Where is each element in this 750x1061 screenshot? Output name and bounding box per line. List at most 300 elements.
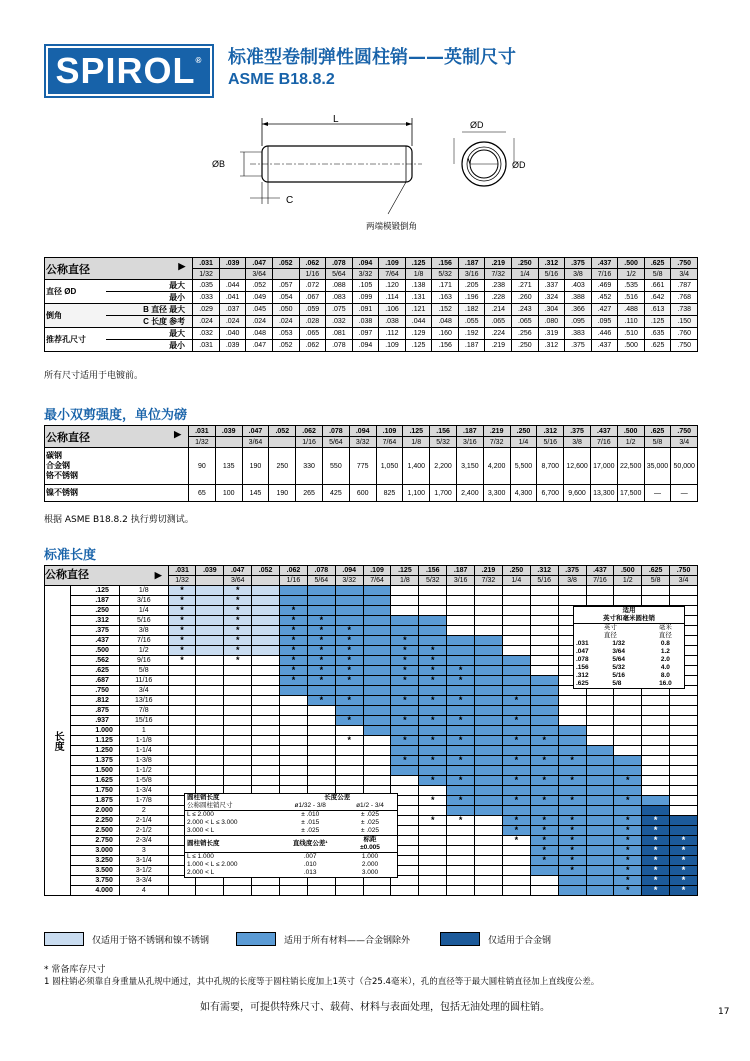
- value-cell: .446: [591, 328, 618, 340]
- availability-cell: [447, 836, 475, 846]
- availability-cell: [168, 746, 196, 756]
- col-fraction: 5/64: [307, 576, 335, 586]
- value-cell: .214: [485, 304, 512, 316]
- col-fraction: 1/32: [168, 576, 196, 586]
- value-cell: .324: [538, 292, 565, 304]
- table-row: [45, 304, 698, 316]
- availability-cell: *: [335, 656, 363, 666]
- strength-cell: 775: [349, 448, 376, 485]
- availability-cell: *: [502, 826, 530, 836]
- availability-cell: [391, 766, 419, 776]
- availability-cell: [447, 856, 475, 866]
- length-row: [45, 766, 698, 776]
- availability-cell: *: [335, 626, 363, 636]
- availability-cell: *: [558, 846, 586, 856]
- availability-cell: [530, 866, 558, 876]
- tolerance-row: [185, 836, 397, 853]
- tolerance-cell: 1.000 < L ≤ 2.000: [187, 861, 238, 868]
- availability-cell: [391, 686, 419, 696]
- availability-cell: *: [558, 756, 586, 766]
- value-cell: .050: [272, 304, 299, 316]
- value-cell: .661: [644, 280, 671, 292]
- table-row: [45, 448, 698, 485]
- value-cell: .095: [591, 316, 618, 328]
- availability-cell: [614, 746, 642, 756]
- availability-cell: [335, 726, 363, 736]
- tolerance-cell: ø1/32 - 3/8: [277, 802, 343, 811]
- length-fraction: 1-1/2: [119, 766, 168, 776]
- mm-box-row: [574, 664, 684, 672]
- availability-cell: [196, 726, 224, 736]
- availability-cell: [391, 616, 419, 626]
- mm-box-cell: .078: [576, 656, 589, 663]
- strength-cell: 4,300: [510, 485, 537, 502]
- strength-cell: 600: [349, 485, 376, 502]
- availability-cell: [475, 796, 503, 806]
- value-cell: .037: [219, 304, 246, 316]
- availability-cell: *: [447, 696, 475, 706]
- availability-cell: [224, 676, 252, 686]
- col-fraction: 1/8: [405, 269, 432, 280]
- value-cell: .031: [193, 340, 220, 352]
- availability-cell: [307, 766, 335, 776]
- strength-cell: 90: [189, 448, 216, 485]
- availability-cell: [642, 726, 670, 736]
- availability-cell: [196, 776, 224, 786]
- legend-swatch-light: [44, 932, 84, 946]
- availability-cell: *: [614, 836, 642, 846]
- availability-cell: *: [224, 616, 252, 626]
- value-cell: .160: [432, 328, 459, 340]
- availability-cell: [502, 616, 530, 626]
- col-fraction: 5/32: [419, 576, 447, 586]
- strength-cell: 330: [296, 448, 323, 485]
- availability-cell: [419, 686, 447, 696]
- value-cell: .120: [379, 280, 406, 292]
- value-cell: .760: [671, 328, 698, 340]
- value-cell: .488: [618, 304, 645, 316]
- value-cell: .192: [458, 328, 485, 340]
- availability-cell: [252, 616, 280, 626]
- strength-cell: 1,700: [430, 485, 457, 502]
- value-cell: .091: [352, 304, 379, 316]
- length-inch: .125: [71, 586, 120, 596]
- availability-cell: [502, 596, 530, 606]
- value-cell: .131: [405, 292, 432, 304]
- availability-cell: [670, 766, 698, 776]
- dimension-note: 所有尺寸适用于电镀前。: [44, 371, 144, 381]
- value-cell: .625: [644, 340, 671, 352]
- value-cell: .228: [485, 292, 512, 304]
- tolerance-cell: .010: [303, 861, 317, 868]
- row-kind-label: 参考: [168, 316, 193, 328]
- strength-cell: 2,400: [456, 485, 483, 502]
- length-row: [45, 696, 698, 706]
- value-cell: .097: [352, 328, 379, 340]
- availability-cell: [196, 766, 224, 776]
- availability-cell: *: [307, 676, 335, 686]
- strength-cell: 22,500: [617, 448, 644, 485]
- availability-cell: [252, 696, 280, 706]
- value-cell: .383: [565, 328, 592, 340]
- value-cell: .427: [591, 304, 618, 316]
- value-cell: .045: [246, 304, 273, 316]
- availability-cell: [558, 736, 586, 746]
- length-inch: .187: [71, 596, 120, 606]
- availability-cell: *: [447, 816, 475, 826]
- col-fraction: 1/2: [614, 576, 642, 586]
- length-fraction: 1/8: [119, 586, 168, 596]
- strength-cell: 3,150: [456, 448, 483, 485]
- value-cell: .095: [565, 316, 592, 328]
- col-decimal: .031: [189, 426, 216, 437]
- nominal-diameter-header: [45, 566, 169, 586]
- value-cell: .375: [565, 340, 592, 352]
- availability-cell: [363, 606, 391, 616]
- row-kind-label: 最大: [168, 280, 193, 292]
- col-decimal: .052: [252, 566, 280, 576]
- strength-cell: 425: [322, 485, 349, 502]
- availability-cell: [168, 756, 196, 766]
- col-fraction: 7/16: [586, 576, 614, 586]
- availability-cell: *: [614, 866, 642, 876]
- col-fraction: 5/64: [322, 437, 349, 448]
- length-inch: .437: [71, 636, 120, 646]
- availability-cell: [558, 716, 586, 726]
- availability-cell: [670, 826, 698, 836]
- mm-box-h2: 毫米 直径: [658, 624, 672, 639]
- availability-cell: [642, 756, 670, 766]
- col-decimal: .156: [430, 426, 457, 437]
- availability-cell: [558, 726, 586, 736]
- col-decimal: .031: [193, 258, 220, 269]
- availability-cell: [280, 736, 308, 746]
- col-fraction: 1/16: [296, 437, 323, 448]
- availability-cell: [502, 866, 530, 876]
- col-decimal: .094: [335, 566, 363, 576]
- col-decimal: .219: [475, 566, 503, 576]
- availability-cell: *: [502, 756, 530, 766]
- strength-cell: 35,000: [644, 448, 671, 485]
- col-decimal: .156: [432, 258, 459, 269]
- availability-cell: [419, 766, 447, 776]
- availability-cell: [475, 646, 503, 656]
- availability-cell: [475, 786, 503, 796]
- col-fraction: 1/2: [617, 437, 644, 448]
- value-cell: .312: [538, 340, 565, 352]
- col-decimal: .500: [614, 566, 642, 576]
- availability-cell: *: [168, 656, 196, 666]
- availability-cell: *: [280, 666, 308, 676]
- availability-cell: [586, 596, 614, 606]
- availability-cell: [502, 746, 530, 756]
- availability-cell: *: [335, 716, 363, 726]
- availability-cell: [475, 676, 503, 686]
- value-cell: .032: [326, 316, 353, 328]
- availability-cell: [670, 756, 698, 766]
- value-cell: .029: [193, 304, 220, 316]
- value-cell: .048: [432, 316, 459, 328]
- length-row: [45, 706, 698, 716]
- col-fraction: [196, 576, 224, 586]
- availability-cell: [670, 706, 698, 716]
- availability-cell: [614, 696, 642, 706]
- value-cell: .106: [379, 304, 406, 316]
- availability-cell: *: [419, 756, 447, 766]
- availability-cell: [252, 706, 280, 716]
- availability-cell: *: [419, 666, 447, 676]
- value-cell: .388: [565, 292, 592, 304]
- tolerance-box: [184, 793, 398, 878]
- availability-cell: *: [447, 756, 475, 766]
- availability-cell: *: [502, 816, 530, 826]
- availability-cell: *: [670, 876, 698, 886]
- tolerance-cell: .013: [303, 869, 317, 876]
- value-cell: .125: [644, 316, 671, 328]
- page-number: 17: [718, 1007, 730, 1017]
- availability-cell: [196, 626, 224, 636]
- availability-cell: [419, 826, 447, 836]
- tolerance-row: [185, 869, 397, 877]
- availability-cell: [252, 636, 280, 646]
- availability-cell: [502, 856, 530, 866]
- availability-cell: *: [391, 716, 419, 726]
- tolerance-cell: 长度公差: [324, 794, 351, 801]
- strength-cell: —: [671, 485, 698, 502]
- availability-cell: *: [642, 866, 670, 876]
- availability-cell: *: [447, 716, 475, 726]
- availability-cell: [280, 686, 308, 696]
- availability-cell: [642, 786, 670, 796]
- availability-cell: [363, 726, 391, 736]
- mm-box-cell: 2.0: [660, 656, 670, 663]
- length-inch: .250: [71, 606, 120, 616]
- strength-cell: 5,500: [510, 448, 537, 485]
- availability-cell: *: [280, 656, 308, 666]
- mm-box-cell: .031: [576, 640, 589, 647]
- availability-cell: [196, 716, 224, 726]
- availability-cell: [363, 626, 391, 636]
- availability-cell: [391, 746, 419, 756]
- availability-cell: *: [642, 836, 670, 846]
- value-cell: .062: [299, 340, 326, 352]
- strength-cell: 17,000: [590, 448, 617, 485]
- availability-cell: *: [335, 736, 363, 746]
- availability-cell: [363, 656, 391, 666]
- col-fraction: [269, 437, 296, 448]
- availability-cell: [280, 586, 308, 596]
- availability-cell: [335, 746, 363, 756]
- availability-cell: [447, 866, 475, 876]
- availability-cell: [530, 686, 558, 696]
- availability-cell: [335, 596, 363, 606]
- availability-cell: *: [391, 736, 419, 746]
- availability-cell: [670, 726, 698, 736]
- availability-cell: [502, 636, 530, 646]
- tolerance-cell: 2.000 < L: [187, 869, 215, 876]
- availability-cell: [586, 846, 614, 856]
- mm-box-row: [574, 672, 684, 680]
- col-fraction: 1/32: [193, 269, 220, 280]
- availability-cell: [335, 886, 363, 896]
- value-cell: .065: [512, 316, 539, 328]
- col-decimal: .031: [168, 566, 196, 576]
- col-fraction: 7/32: [483, 437, 510, 448]
- availability-cell: *: [502, 796, 530, 806]
- availability-cell: [475, 716, 503, 726]
- availability-cell: [447, 636, 475, 646]
- availability-cell: [363, 676, 391, 686]
- length-header-row: [45, 566, 698, 576]
- value-cell: .182: [458, 304, 485, 316]
- label-L: L: [333, 114, 339, 125]
- col-fraction: 5/16: [537, 437, 564, 448]
- nominal-diameter-header: [45, 258, 193, 280]
- value-cell: .053: [272, 328, 299, 340]
- availability-cell: [252, 756, 280, 766]
- availability-cell: *: [670, 836, 698, 846]
- value-cell: .080: [538, 316, 565, 328]
- col-fraction: 3/32: [352, 269, 379, 280]
- availability-cell: [168, 766, 196, 776]
- footnote-one: 1 圆柱销必须靠自身重量从孔规中通过，其中孔规的长度等于圆柱销长度加上1英寸（合25.4毫米），孔的直径等于最大圆柱销直径加上直线度公差。: [44, 977, 600, 987]
- length-row: [45, 776, 698, 786]
- availability-cell: [530, 716, 558, 726]
- availability-cell: [391, 726, 419, 736]
- length-inch: 1.750: [71, 786, 120, 796]
- availability-cell: [391, 596, 419, 606]
- availability-cell: [196, 636, 224, 646]
- value-cell: .152: [432, 304, 459, 316]
- tolerance-cell: L ≤ 1.000: [187, 853, 214, 860]
- closing-note: 如有需要，可提供特殊尺寸、载荷、材料与表面处理，包括无油处理的圆柱销。: [200, 1002, 550, 1013]
- availability-cell: [419, 886, 447, 896]
- length-fraction: 1/2: [119, 646, 168, 656]
- availability-cell: [502, 876, 530, 886]
- availability-cell: *: [224, 636, 252, 646]
- availability-cell: [447, 586, 475, 596]
- availability-cell: [475, 866, 503, 876]
- length-fraction: 7/8: [119, 706, 168, 716]
- availability-cell: [391, 586, 419, 596]
- availability-cell: [670, 736, 698, 746]
- availability-cell: [558, 696, 586, 706]
- value-cell: .041: [219, 292, 246, 304]
- length-fraction: 3/4: [119, 686, 168, 696]
- availability-cell: [475, 876, 503, 886]
- mm-box-cell: 3/64: [612, 648, 626, 655]
- availability-cell: [419, 846, 447, 856]
- length-row: [45, 746, 698, 756]
- availability-cell: [168, 676, 196, 686]
- availability-cell: [335, 706, 363, 716]
- col-decimal: .500: [618, 258, 645, 269]
- length-row: [45, 736, 698, 746]
- length-inch: 2.750: [71, 836, 120, 846]
- availability-cell: [502, 666, 530, 676]
- availability-cell: [280, 596, 308, 606]
- value-cell: .250: [512, 340, 539, 352]
- col-fraction: 1/4: [510, 437, 537, 448]
- length-fraction: 2-1/4: [119, 816, 168, 826]
- availability-cell: [558, 596, 586, 606]
- row-kind-label: 最大: [168, 304, 193, 316]
- availability-cell: *: [530, 736, 558, 746]
- availability-cell: [586, 776, 614, 786]
- availability-cell: [196, 696, 224, 706]
- availability-cell: *: [642, 816, 670, 826]
- availability-cell: *: [447, 676, 475, 686]
- tolerance-cell: 2.000 < L ≤ 3.000: [187, 819, 238, 826]
- availability-cell: [586, 806, 614, 816]
- availability-cell: [502, 706, 530, 716]
- length-row: [45, 726, 698, 736]
- availability-cell: [307, 886, 335, 896]
- availability-cell: *: [502, 736, 530, 746]
- col-fraction: [215, 437, 242, 448]
- availability-cell: *: [168, 636, 196, 646]
- page-title: 标准型卷制弹性圆柱销——英制尺寸: [228, 47, 516, 68]
- availability-cell: *: [307, 666, 335, 676]
- length-fraction: 1-3/8: [119, 756, 168, 766]
- col-decimal: .625: [644, 426, 671, 437]
- availability-cell: [614, 596, 642, 606]
- availability-cell: [530, 596, 558, 606]
- availability-cell: [196, 676, 224, 686]
- availability-cell: [419, 836, 447, 846]
- row-group-label: 直径 ØD: [45, 280, 107, 304]
- strength-cell: 1,050: [376, 448, 403, 485]
- availability-cell: [196, 646, 224, 656]
- col-decimal: .312: [530, 566, 558, 576]
- value-cell: .088: [326, 280, 353, 292]
- availability-cell: [502, 676, 530, 686]
- col-decimal: .109: [379, 258, 406, 269]
- length-inch: .625: [71, 666, 120, 676]
- col-fraction: 7/64: [376, 437, 403, 448]
- availability-cell: [670, 696, 698, 706]
- availability-cell: [475, 746, 503, 756]
- row-sub-label: B 直径: [106, 304, 168, 316]
- col-fraction: 5/16: [538, 269, 565, 280]
- availability-cell: [307, 776, 335, 786]
- label-OD-side: ØD: [512, 160, 526, 170]
- length-inch: 2.500: [71, 826, 120, 836]
- availability-cell: [502, 726, 530, 736]
- value-cell: .040: [219, 328, 246, 340]
- availability-cell: *: [168, 596, 196, 606]
- value-cell: .613: [644, 304, 671, 316]
- availability-cell: [475, 736, 503, 746]
- table-row: [45, 292, 698, 304]
- availability-cell: [586, 886, 614, 896]
- length-inch: .375: [71, 626, 120, 636]
- mm-box-cell: 1/32: [612, 640, 626, 647]
- availability-cell: *: [558, 776, 586, 786]
- col-fraction: 7/32: [485, 269, 512, 280]
- availability-cell: *: [670, 846, 698, 856]
- availability-cell: [502, 786, 530, 796]
- value-cell: .271: [512, 280, 539, 292]
- col-fraction: 3/32: [335, 576, 363, 586]
- availability-cell: *: [614, 826, 642, 836]
- value-cell: .366: [565, 304, 592, 316]
- availability-cell: *: [502, 696, 530, 706]
- availability-cell: *: [530, 836, 558, 846]
- material-label: 镍不锈钢: [45, 485, 189, 502]
- col-decimal: .047: [246, 258, 273, 269]
- availability-cell: [224, 766, 252, 776]
